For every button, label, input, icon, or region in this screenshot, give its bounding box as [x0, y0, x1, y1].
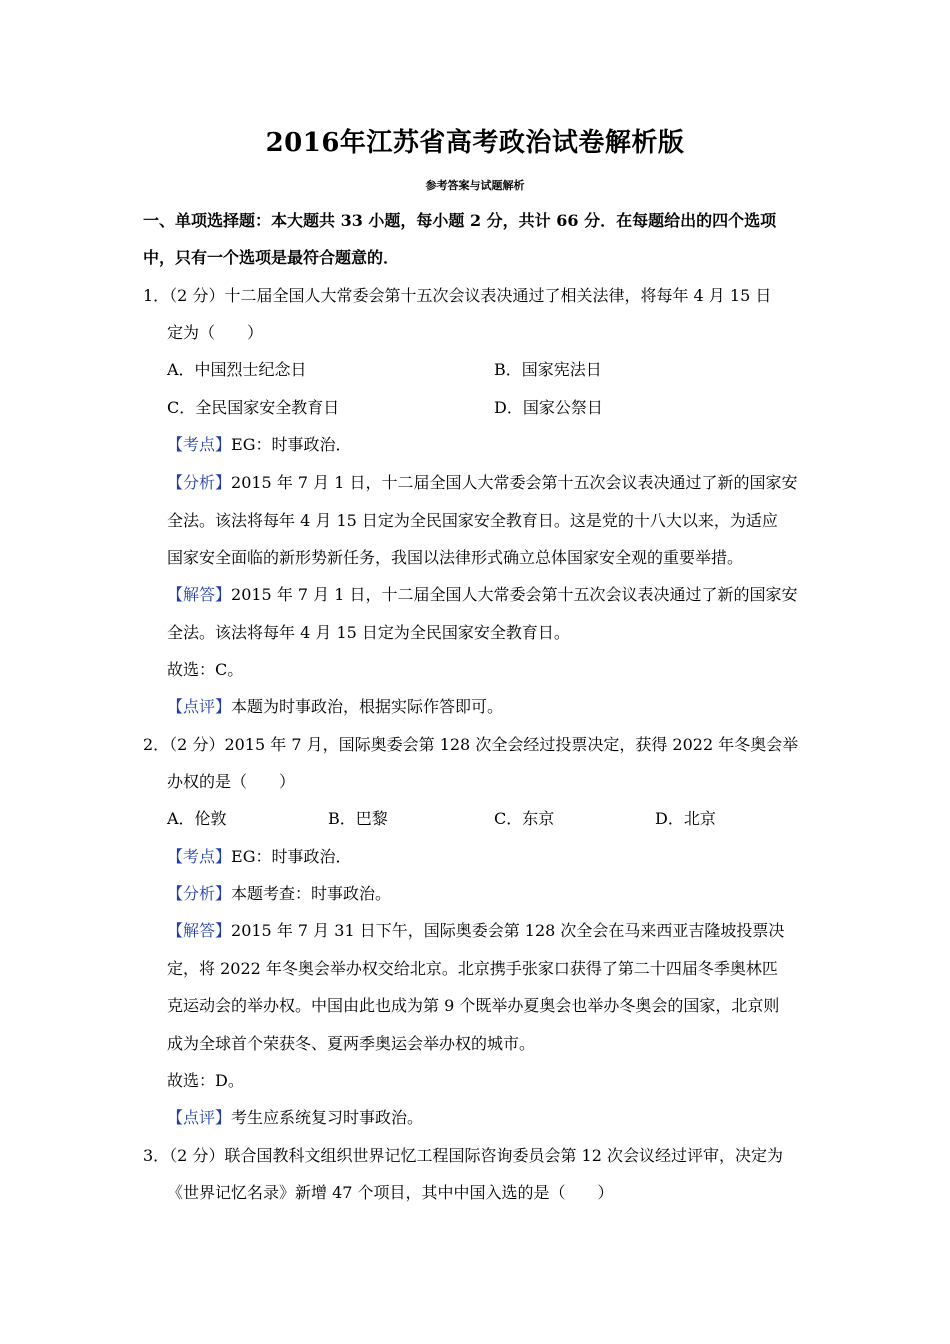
q2-dianping [167, 1107, 423, 1129]
q2-fenxi [167, 883, 391, 905]
q1-jieda [167, 584, 798, 606]
q1-jieda-tag: 【解答】 [167, 585, 232, 604]
q2-stem-line2: 办权的是（ ） [167, 772, 296, 791]
q2-dianping-tag: 【点评】 [167, 1108, 232, 1127]
q3-stem-line2: 《世界记忆名录》新增 47 个项目，其中中国入选的是（ ） [167, 1183, 614, 1202]
q1-dianping-tag: 【点评】 [167, 697, 232, 716]
section-heading-line2: 中，只有一个选项是最符合题意的． [143, 248, 400, 267]
q2-jieda-tag: 【解答】 [167, 921, 232, 940]
q1-option-c: C．全民国家安全教育日 [167, 398, 340, 417]
q1-kaodian-text: EG：时事政治． [231, 435, 352, 454]
q2-option-c: C．东京 [494, 809, 555, 828]
q2-jieda-line4: 成为全球首个荣获冬、夏两季奥运会举办权的城市。 [167, 1034, 536, 1053]
q1-stem-line1: 1．（2 分）十二届全国人大常委会第十五次会议表决通过了相关法律，将每年 4 月 15 日 [143, 286, 772, 305]
document-subtitle: 参考答案与试题解析 [425, 179, 525, 192]
q1-dianping [167, 696, 503, 718]
section-heading-line1: 一、单项选择题：本大题共 33 小题，每小题 2 分，共计 66 分．在每题给出的四个选项 [143, 211, 777, 230]
q2-kaodian-tag: 【考点】 [167, 847, 232, 866]
q2-stem-line1: 2．（2 分）2015 年 7 月，国际奥委会第 128 次全会经过投票决定，获得 2022 年冬奥会举 [143, 735, 799, 754]
q1-dianping-text: 本题为时事政治，根据实际作答即可。 [231, 697, 504, 716]
q2-jieda-line3: 克运动会的举办权。中国由此也成为第 9 个既举办夏奥会也举办冬奥会的国家，北京则 [167, 996, 780, 1015]
q3-stem-line1: 3．（2 分）联合国教科文组织世界记忆工程国际咨询委员会第 12 次会议经过评审，决定为 [143, 1146, 783, 1165]
q1-fenxi-tag: 【分析】 [167, 473, 232, 492]
q2-kaodian-text: EG：时事政治． [231, 847, 352, 866]
q2-fenxi-line1: 本题考查：时事政治。 [231, 884, 392, 903]
q1-answer: 故选：C。 [167, 660, 244, 679]
q1-jieda-line1: 2015 年 7 月 1 日，十二届全国人大常委会第十五次会议表决通过了新的国家安 [231, 585, 798, 604]
q2-option-d: D．北京 [655, 809, 716, 828]
q2-jieda [167, 920, 784, 942]
q1-kaodian [167, 434, 351, 456]
document-title: 2016年江苏省高考政治试卷解析版 [265, 128, 685, 158]
q1-jieda-line2: 全法。该法将每年 4 月 15 日定为全民国家安全教育日。 [167, 623, 570, 642]
q2-answer: 故选：D。 [167, 1071, 244, 1090]
q2-jieda-line2: 定，将 2022 年冬奥会举办权交给北京。北京携手张家口获得了第二十四届冬季奥林匹 [167, 959, 778, 978]
q1-stem-line2: 定为（ ） [167, 323, 264, 342]
q2-option-a: A．伦敦 [167, 809, 227, 828]
q2-option-b: B．巴黎 [328, 809, 388, 828]
q1-fenxi-line3: 国家安全面临的新形势新任务，我国以法律形式确立总体国家安全观的重要举措。 [167, 548, 744, 567]
q2-kaodian [167, 846, 351, 868]
q2-fenxi-tag: 【分析】 [167, 884, 232, 903]
q1-fenxi-line2: 全法。该法将每年 4 月 15 日定为全民国家安全教育日。这是党的十八大以来，为适应 [167, 511, 778, 530]
q1-fenxi-line1: 2015 年 7 月 1 日，十二届全国人大常委会第十五次会议表决通过了新的国家安 [231, 473, 798, 492]
q1-kaodian-tag: 【考点】 [167, 435, 232, 454]
q2-jieda-line1: 2015 年 7 月 31 日下午，国际奥委会第 128 次全会在马来西亚吉隆坡投票决 [231, 921, 785, 940]
q1-fenxi [167, 472, 798, 494]
q2-dianping-text: 考生应系统复习时事政治。 [231, 1108, 424, 1127]
q1-option-d: D．国家公祭日 [494, 398, 603, 417]
q1-option-b: B．国家宪法日 [494, 360, 602, 379]
q1-option-a: A．中国烈士纪念日 [167, 360, 307, 379]
